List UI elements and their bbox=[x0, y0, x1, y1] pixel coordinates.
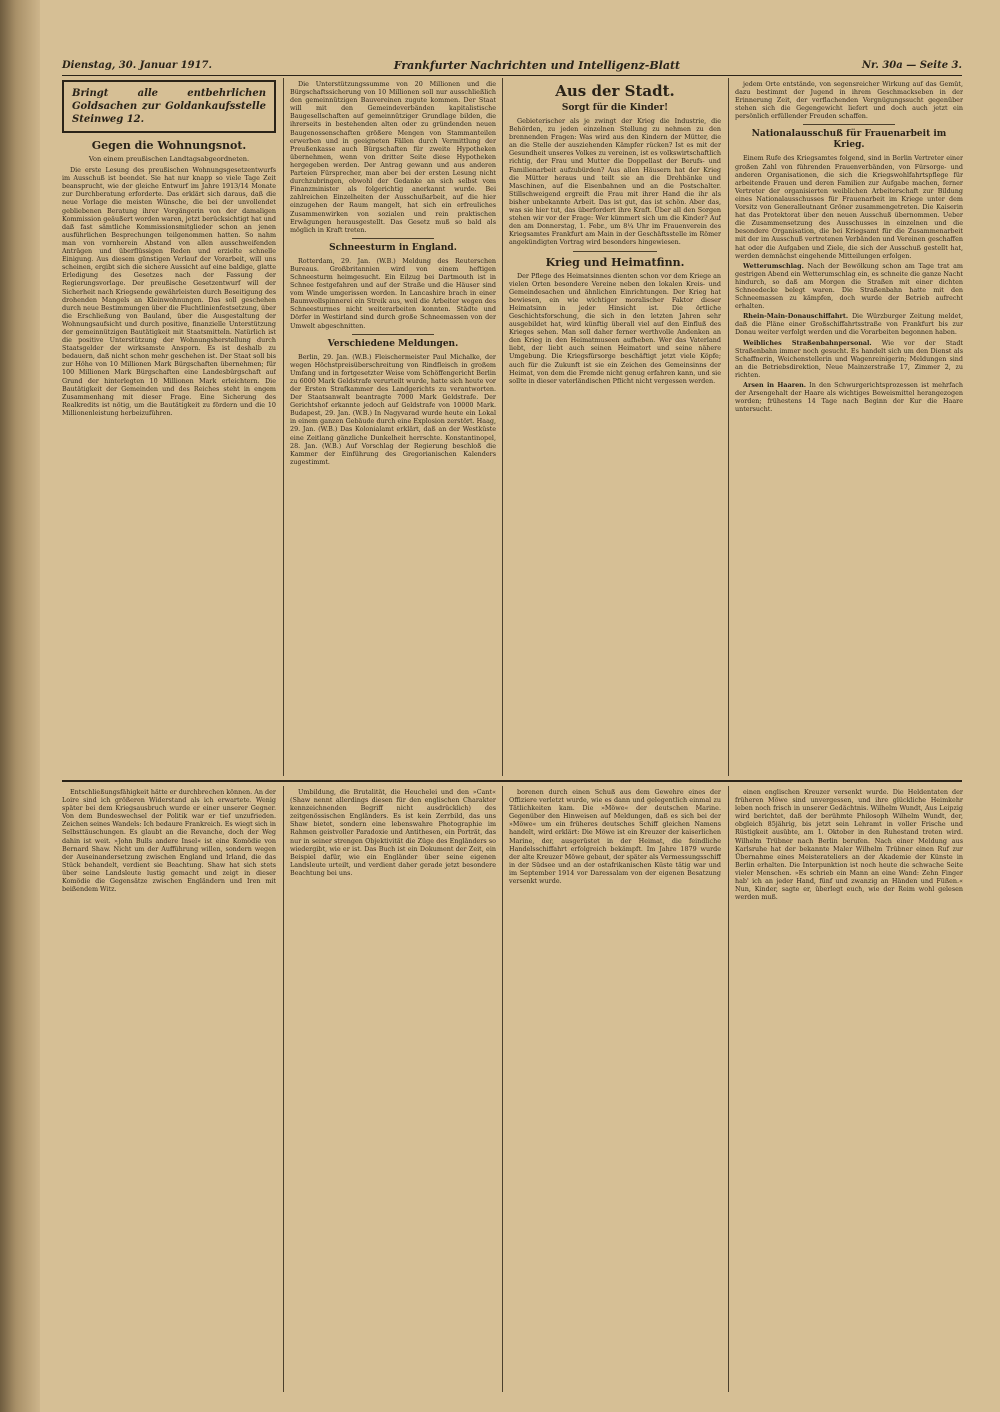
article-text: Wie vor der Stadt Straßenbahn immer noch gesucht. Es handelt sich um den Dienst als Schaffnerin, Weichenstellerin und Wagenreinigerin; Meldungen sind an die Betriebsdirektion, Neue Mainzerstraße 17, Zimmer 2, zu richten. bbox=[735, 338, 963, 379]
run-in-heading: Arsen in Haaren. bbox=[743, 381, 807, 389]
article-title: Sorgt für die Kinder! bbox=[561, 103, 669, 113]
article-body bbox=[735, 262, 963, 311]
article-body: Berlin, 29. Jan. (W.B.) Fleischermeister Paul Michalke, der wegen Höchstpreisüberschreitung von Rindfleisch in großem Umfang und in fortgesetzter Weise vom Schöffengericht Berlin zu 6000 Mark Geldstrafe verurteilt wurde, hatte sich heute vor der Ersten Strafkammer des Landgerichts zu verantworten. Der Staatsanwalt beantragte 7000 Mark Geldstrafe. Der Gerichtshof erkannte jedoch auf Geldstrafe von 10000 Mark. Budapest, 29. Jan. (W.B.) In Nagyvarad wurde heute ein Lokal in einem ganzen Gebäude durch eine Explosion zerstört. Haag, 29. Jan. (W.B.) Das Kolonialamt erklärt, daß an der Westküste eine Zeitlang gänzliche Dunkelheit herrschte. Konstantinopel, 28. Jan. (W.B.) Auf Vorschlag der Regierung beschloß die Kammer der Einführung des Gregorianischen Kalenders zugestimmt. bbox=[290, 352, 496, 466]
article-body: Die erste Lesung des preußischen Wohnungsgesetzentwurfs im Ausschuß ist beendet. Sie hat nur knapp so viele Tage Zeit beansprucht, wie der gleiche Entwurf im Jahre 1913/14 Monate zur Durchberatung erforderte. Das erklärt sich daraus, daß die neue Vorlage die meisten Wünsche, die bei der unvollendet gebliebenen Beratung ihrer Vorgängerin von der damaligen Kommission geäußert worden waren, jetzt berücksichtigt hat und daß fast sämtliche Kommissionsmitglieder schon an jenen ausführlichen Besprechungen teilgenommen hatten. So nahm man von vornherein Abstand von allen ausschweifenden Anträgen und überflüssigen Reden und erzielte schnelle Einigung. Aus diesem günstigen Verlauf der Vorarbeit, will uns scheinen, ergibt sich die sichere Aussicht auf eine baldige, glatte Erledigung des Gesetzes nach der Fassung der Regierungsvorlage. Der preußische Gesetzentwurf will der Sicherheit nach Kriegsende gewährleisten durch Beseitigung des drohenden Mangels an Kleinwohnungen. Das soll geschehen durch neue Bestimmungen über die Fluchtlinienfestsetzung, über die Erschließung von Bauland, über die Ausgestaltung der Wohnungsaufsicht und durch positive, finanzielle Unterstützung der gemeinnützigen Bautätigkeit mit Staatsmitteln. Natürlich ist die positive Unterstützung der Wohnungsherstellung durch Staatsgelder der wirksamste Ansporn. Es ist deshalb zu bedauern, daß nicht schon mehr geschehen ist. Der Staat soll bis zur Höhe von 10 Millionen Mark Bürgschaften übernehmen; für 100 Millionen Mark Bürgschaften eine Landesbürgschaft auf Grund der hinterlegten 10 Millionen Mark erleichtern. Die Bautätigkeit der Gemeinden und des Reiches steht in engem Zusammenhang mit dieser Frage. Eine Sicherung des Realkredits ist nötig, um die Bautätigkeit zu fördern und die 10 Millionenleistung herbeizuführen. bbox=[62, 166, 276, 417]
article-title: Krieg und Heimatfinn. bbox=[545, 255, 685, 269]
article-body: Umbildung, die Brutalität, die Heuchelei und den »Cant« (Shaw nennt allerdings diesen für den englischen Charakter kennzeichnenden Begriff nicht ausdrücklich) des zeitgenössischen Engländers. Es ist kein Zerrbild, das uns Shaw bietet, sondern eine lebenswahre Photographie im Rahmen geistvoller Paradoxie und Antithesen, ein Porträt, das nur in seiner strengen Objektivität die Züge des Engländers so wiedergibt, wie er ist. Das Buch ist ein Dokument der Zeit, ein Beispiel dafür, wie ein Engländer über seine eigenen Landsleute urteilt, und verdient daher gerade jetzt besondere Beachtung bei uns. bbox=[290, 788, 496, 877]
short-rule bbox=[352, 334, 434, 335]
article-body: Der Pflege des Heimatsinnes dienten schon vor dem Kriege an vielen Orten besondere Vereine neben den lokalen Kreis- und Gemeindesachen und ähnlichen Einrichtungen. Der Krieg hat bewiesen, ein wie wichtiger moralischer Faktor dieser Heimatsinn in jeder Hinsicht ist. Die örtliche Geschichtsforschung, die sich in den letzten Jahren sehr ausgebildet hat, wird künftig überall viel auf den Einfluß des Krieges sehen. Man soll daher ferner werthvolle Andenken an den Krieg in den Heimatmuseen aufheben. Wer das Vaterland liebt, der liebt auch seinen Heimatort und seine nähere Umgebung. Die Kriegsfürsorge beschäftigt jetzt viele Köpfe; auch für die Zukunft ist sie ein Zeichen des Gemeinsinns der Heimat, von dem die Fremde nicht genug erfahren kann, und sie sollte in dieser vaterländischen Pflicht nicht vergessen werden. bbox=[509, 271, 721, 385]
column-rule bbox=[728, 78, 729, 776]
bottom-column-4 bbox=[735, 788, 963, 1390]
article-title: Schneesturm in England. bbox=[329, 242, 457, 253]
article-body: Die Unterstützungssumme von 20 Millionen und die Bürgschaftssicherung von 10 Millionen soll nur ausschließlich den gemeinnützigen Bauvereinen zugute kommen. Der Staat will mit den Gemeindeverbänden kapitalistische Baugesellschaften auf gemeinnütziger Grundlage bilden, die ihrerseits in bestehenden alten oder zu gründenden neuen Baugenossenschaften größere Mengen von Stammanteilen erwerben und in geeigneten Fällen durch Vermittlung der Preußenkasse auch Bürgschaften für zweite Hypotheken übernehmen, wenn von dritter Seite diese Hypotheken hergegeben werden. Der Antrag gewann und aus anderen Parteien Fürsprecher, man aber bei der ersten Lesung nicht durchzubringen, obwohl der Gedanke an sich selbst vom Finanzminister als folgerichtig anerkannt wurde. Bei zahlreichen Einzelheiten der Ausschußarbeit, auf die hier einzugehen der Raum mangelt, hat sich ein erfreuliches Zusammenwirken von sozialen und rein praktischen Erwägungen herausgestellt. Das Gesetz muß so bald als möglich in Kraft treten. bbox=[290, 80, 496, 234]
column-3 bbox=[509, 80, 721, 776]
article-subtitle: Von einem preußischen Landtagsabgeordneten. bbox=[88, 155, 250, 163]
run-in-heading: Rhein-Main-Donauschiffahrt. bbox=[743, 312, 849, 321]
book-binding-gutter bbox=[0, 0, 40, 1412]
run-in-heading: Wetterumschlag. bbox=[743, 261, 804, 270]
column-rule bbox=[283, 78, 284, 776]
article-body bbox=[735, 312, 963, 336]
article-body bbox=[735, 381, 963, 413]
header-issue: Nr. 30a — Seite 3. bbox=[861, 59, 962, 71]
column-2 bbox=[290, 80, 496, 776]
bottom-column-3 bbox=[509, 788, 721, 1390]
column-rule bbox=[502, 78, 503, 776]
article-body: Einem Rufe des Kriegsamtes folgend, sind in Berlin Vertreter einer großen Zahl von führenden Frauenverbänden, von Fürsorge- und anderen Organisationen, die sich die Kriegswohlfahrtspflege für arbeitende Frauen und deren Familien zur Aufgabe machen, ferner Vertreter der organisierten weiblichen Arbeiterschaft zur Bildung eines Nationalausschusses für Frauenarbeit im Kriege unter dem Vorsitz von Generalleutnant Gröner zusammengetreten. Die Kaiserin hat das Protektorat über den neuen Ausschuß übernommen. Ueber die Zusammensetzung des Ausschusses in einzelnen und die besondere Organisation, die bei Kriegsamt für die Zusammenarbeit mit der im Ausschuß vertretenen Verbänden und Vereinen geschaffen hat oder die Aufgaben und Ziele, die sich der Ausschuß gestellt hat, werden demnächst eingehende Mitteilungen erfolgen. bbox=[735, 154, 963, 260]
gold-collection-ad: Bringt alle entbehrlichen Goldsachen zur Goldankaufsstelle Steinweg 12. bbox=[62, 80, 276, 133]
bottom-column-2 bbox=[290, 788, 496, 1390]
article-body: jedem Orte entstände, von segensreicher Wirkung auf das Gemüt, dazu bestimmt der Jugend in ihrem Geschmackseben in der Erinnerung Zeit, der verflachenden Vergnügungssucht gegenüber stehen sich die Gegengewicht liefert und doch auch jetzt ein persönlich erfüllender Freuden schaffen. bbox=[735, 80, 963, 121]
column-rule bbox=[728, 786, 729, 1392]
section-divider bbox=[62, 780, 962, 782]
column-rule bbox=[283, 786, 284, 1392]
article-body: Rotterdam, 29. Jan. (W.B.) Meldung des Reuterschen Bureaus. Großbritannien wird von einem heftigen Schneesturm heimgesucht. Ein Eilzug bei Dartmouth ist in Schnee festgefahren und auf der Straße und die Häuser sind vom Winde umgerissen worden. In Lancashire brach in einer Baumwollspinnerei ein Streik aus, weil die Arbeiter wegen des Schneesturmes nicht weiterarbeiten konnten. Städte und Dörfer in Westirland sind durch große Schneemassen von der Umwelt abgeschnitten. bbox=[290, 256, 496, 330]
article-body: Entschließungsfähigkeit hätte er durchbrechen können. An der Loire sind ich größeren Widerstand als ich erwartete. Wenig später bei dem Kriegsausbruch wurde er einer unserer Gegner. Von dem Bundeswechsel der Politik war er tief unzufrieden. Zeichen seines Wandels: Ich bedaure Frankreich. Es wiegt sich in Selbsttäuschungen. Es glaubt an die Revanche, doch der Weg dahin ist weit. »John Bulls andere Insel« ist eine Komödie von Bernard Shaw. Nicht um der Aufführung willen, sondern wegen der Auseinandersetzung zwischen England und Irland, die das Stück behandelt, verdient sie Beachtung. Shaw hat sich stets über seine Landsleute lustig gemacht und zeigt in dieser Komödie die Gegensätze zwischen Engländern und Iren mit beißendem Witz. bbox=[62, 788, 276, 894]
short-rule bbox=[573, 251, 658, 252]
run-in-heading: Weibliches Straßenbahnpersonal. bbox=[743, 338, 872, 347]
header-masthead: Frankfurter Nachrichten und Intelligenz-Blatt bbox=[393, 58, 681, 72]
article-title: Gegen die Wohnungsnot. bbox=[91, 139, 247, 152]
article-text: Die Würzburger Zeitung meldet, daß die Pläne einer Großschiffahrtsstraße von Frankfurt bis zur Donau weiter verfolgt werden und die Vorarbeiten begonnen haben. bbox=[735, 312, 963, 337]
article-title: Nationalausschuß für Frauenarbeit im Krieg. bbox=[751, 129, 947, 151]
short-rule bbox=[803, 124, 894, 125]
short-rule bbox=[352, 238, 434, 239]
article-title: Verschiedene Meldungen. bbox=[327, 338, 459, 349]
article-body: Gebieterischer als je zwingt der Krieg die Industrie, die Behörden, zu jeden einzelnen Stellung zu nehmen zu den brennenden Fragen: Was wird aus den Kindern der Mütter, die an die Stelle der ausziehenden Kämpfer rücken? Ist es mit der Gesundheit unseres Volkes zu vereinen, ist es volkswirtschaftlich richtig, der Frau und Mutter die Doppellast der Berufs- und Familienarbeit aufzubürden? Aus allen Häusern hat der Krieg die Mütter heraus und teilt sie an die Drehbänke und Maschinen, auf die Eisenbahnen und an die Postschalter. Stillschweigend ergreift die Frau mit ihrer Hand die ihr als bisher unbekannte Arbeit. Das ist gut, das ist schön. Aber das, was sie hier tut, das überfordert ihre Kraft. Über all den Sorgen stehen wir vor der Frage: Wer kümmert sich um die Kinder? Auf den am Donnerstag, 1. Febr., um 8¼ Uhr im Frauenverein des Kriegsamtes Frankfurt am Main in der Geschäftsstelle im Römer angekündigten Vortrag wird besonders hingewiesen. bbox=[509, 117, 721, 247]
section-title: Aus der Stadt. bbox=[555, 82, 675, 100]
column-4 bbox=[735, 80, 963, 776]
page-header bbox=[62, 58, 962, 76]
article-body: einen englischen Kreuzer versenkt wurde. Die Heldentaten der früheren Möwe sind unvergessen, und ihre glückliche Heimkehr leben noch frisch in unserer Gedächtnis. Wilhelm Wundt, Aus Leipzig wird berichtet, daß der berühmte Philosoph Wilhelm Wundt, der, obgleich 85jährig, bis jetzt sein Lehramt in voller Frische und Rüstigkeit ausübte, am 1. Oktober in den Ruhestand treten wird. Wilhelm Trübner nach Berlin berufen. Nach einer Meldung aus Karlsruhe hat der bekannte Maler Wilhelm Trübner einen Ruf zur Übernahme eines Meisterateliers an der Akademie der Künste in Berlin erhalten. Die Interpunktion ist noch heute die schwache Seite vieler Menschen. »Es schrieb ein Mann an eine Wand: Zehn Finger hab' ich an jeder Hand, fünf und zwanzig an Händen und Füßen.« Nun, Kinder, sagte er, überlegt euch, wie der Reim wohl gelesen werden muß. bbox=[735, 788, 963, 902]
column-rule bbox=[502, 786, 503, 1392]
header-date: Dienstag, 30. Januar 1917. bbox=[62, 59, 212, 71]
article-body bbox=[735, 339, 963, 379]
article-body: borenen durch einen Schuß aus dem Gewehre eines der Offiziere verletzt wurde, wie es dann und gelegentlich einmal zu Tätlichkeiten kam. Die »Möwe« der deutschen Marine. Gegenüber den Hinweisen auf Meldungen, daß es sich bei der »Möwe« um ein früheres deutsches Schiff gleichen Namens handelt, wird erklärt: Die Möwe ist ein Kreuzer der kaiserlichen Marine, der, ausgerüstet in der Heimat, die feindliche Handelsschiffahrt erfolgreich bekämpft. Im Jahre 1879 wurde der alte Kreuzer Möwe gebaut, der später als Vermessungsschiff in der Südsee und an der ostafrikanischen Küste tätig war und im September 1914 vor Daressalam von der eigenen Besatzung versenkt wurde. bbox=[509, 788, 721, 886]
article-text: Nach der Bewölkung schon am Tage trat am gestrigen Abend ein Wetterumschlag ein, es schneite die ganze Nacht hindurch, so daß am Morgen die Straßen mit einer dichten Schneedecke belegt waren. Die Straßenbahn hatte mit den Schneemassen zu kämpfen, doch wurde der Betrieb aufrecht erhalten. bbox=[735, 261, 963, 311]
column-1 bbox=[62, 80, 276, 776]
article-text: In den Schwurgerichtsprozessen ist mehrfach der Arsengehalt der Haare als wichtiges Beweismittel herangezogen worden; frühestens 14 Tage nach Beginn der Kur die Haare untersucht. bbox=[735, 381, 963, 414]
bottom-column-1 bbox=[62, 788, 276, 1390]
